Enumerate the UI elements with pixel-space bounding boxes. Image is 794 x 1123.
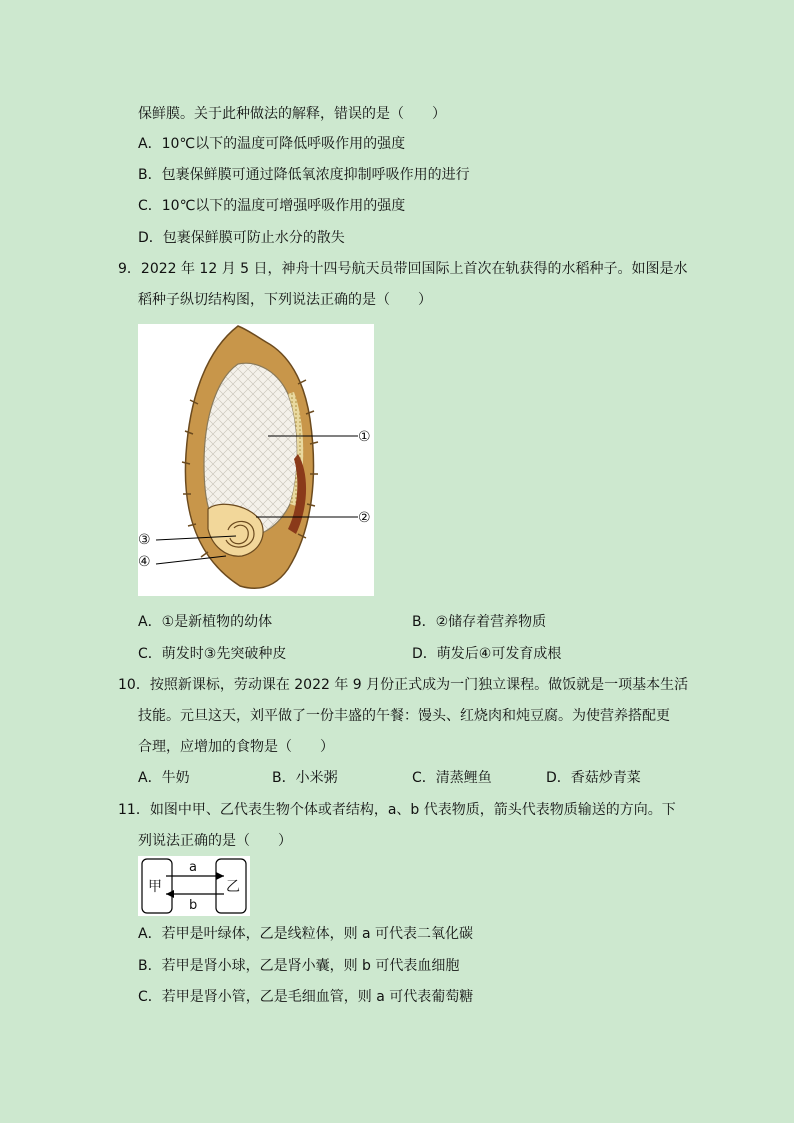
q8-option-d: D．包裹保鲜膜可防止水分的散失 (138, 230, 345, 246)
q10-option-a: A．牛奶 (138, 770, 190, 786)
label-b: b (189, 898, 198, 913)
q11-option-c: C．若甲是肾小管，乙是毛细血管，则 a 可代表葡萄糖 (138, 989, 474, 1005)
q8-option-a: A．10℃以下的温度可降低呼吸作用的强度 (138, 136, 406, 152)
seed-label-3: ③ (138, 532, 151, 548)
seed-label-1: ① (358, 429, 371, 445)
label-yi: 乙 (226, 879, 240, 895)
seed-label-4: ④ (138, 554, 151, 570)
q10-option-b: B．小米粥 (272, 770, 338, 786)
q11-option-b: B．若甲是肾小球，乙是肾小囊，则 b 可代表血细胞 (138, 958, 460, 974)
q10-option-c: C．清蒸鲤鱼 (412, 770, 492, 786)
q8-stem-continuation: 保鲜膜。关于此种做法的解释，错误的是（ ） (138, 106, 446, 122)
label-jia: 甲 (148, 879, 162, 895)
q9-option-d: D．萌发后④可发育成根 (412, 646, 562, 662)
rice-seed-diagram (138, 324, 374, 596)
q10-option-d: D．香菇炒青菜 (546, 770, 641, 786)
q11-stem-line2: 列说法正确的是（ ） (138, 833, 292, 849)
q9-option-a: A．①是新植物的幼体 (138, 614, 273, 630)
q9-option-c: C．萌发时③先突破种皮 (138, 646, 287, 662)
q9-stem-line1: 9．2022 年 12 月 5 日，神舟十四号航天员带回国际上首次在轨获得的水稻种子。如图是水 (118, 261, 688, 277)
q9-stem-line2: 稻种子纵切结构图，下列说法正确的是（ ） (138, 292, 432, 308)
q8-option-b: B．包裹保鲜膜可通过降低氧浓度抑制呼吸作用的进行 (138, 167, 470, 183)
label-a: a (189, 860, 197, 875)
q10-stem-line1: 10．按照新课标，劳动课在 2022 年 9 月份正式成为一门独立课程。做饭就是一项基本生活 (118, 677, 689, 693)
seed-label-2: ② (358, 510, 371, 526)
q11-option-a: A．若甲是叶绿体，乙是线粒体，则 a 可代表二氧化碳 (138, 926, 474, 942)
q10-stem-line2: 技能。元旦这天，刘平做了一份丰盛的午餐：馒头、红烧肉和炖豆腐。为使营养搭配更 (138, 708, 670, 724)
q9-option-b: B．②储存着营养物质 (412, 614, 547, 630)
q8-option-c: C．10℃以下的温度可增强呼吸作用的强度 (138, 198, 406, 214)
q10-stem-line3: 合理，应增加的食物是（ ） (138, 739, 334, 755)
q11-stem-line1: 11．如图中甲、乙代表生物个体或者结构，a、b 代表物质，箭头代表物质输送的方向。下 (118, 802, 676, 818)
